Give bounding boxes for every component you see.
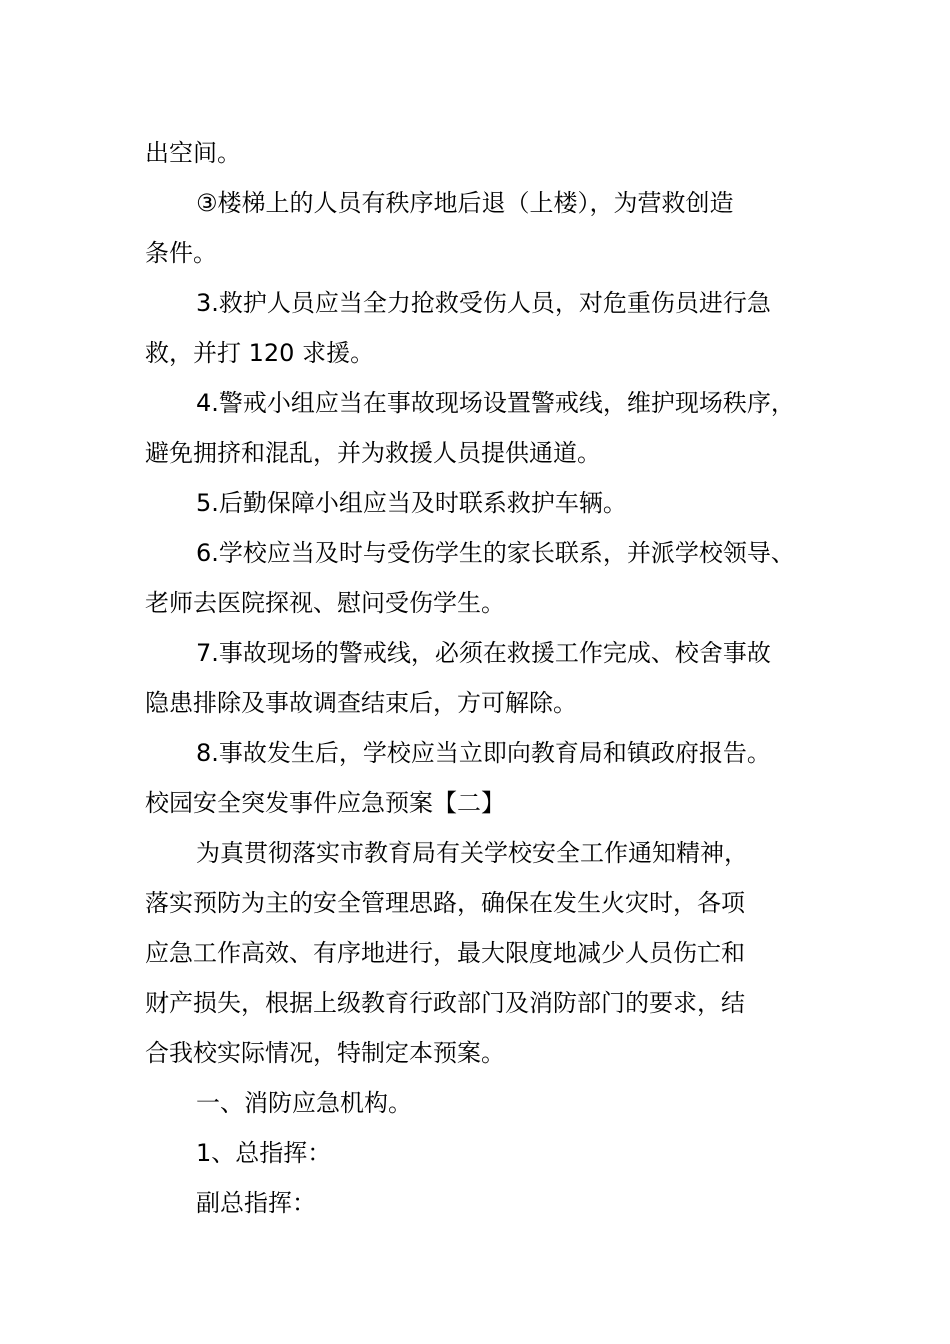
text-line: 条件。 xyxy=(145,239,217,267)
text-line: 老师去医院探视、慰问受伤学生。 xyxy=(145,589,505,617)
paragraph-line: 财产损失，根据上级教育行政部门及消防部门的要求，结 xyxy=(145,989,745,1017)
list-item-8: 8.事故发生后，学校应当立即向教育局和镇政府报告。 xyxy=(196,739,771,767)
paragraph-line: 应急工作高效、有序地进行，最大限度地减少人员伤亡和 xyxy=(145,939,745,967)
subsection-heading: 一、消防应急机构。 xyxy=(196,1089,412,1117)
list-item-5: 5.后勤保障小组应当及时联系救护车辆。 xyxy=(196,489,627,517)
paragraph-line: 落实预防为主的安全管理思路，确保在发生火灾时，各项 xyxy=(145,889,745,917)
text-line: ③楼梯上的人员有秩序地后退（上楼），为营救创造 xyxy=(196,189,734,217)
list-item-3: 3.救护人员应当全力抢救受伤人员，对危重伤员进行急 xyxy=(196,289,771,317)
text-line: 救，并打 120 求援。 xyxy=(145,339,375,367)
document-page xyxy=(145,128,835,1228)
list-item-4: 4.警戒小组应当在事故现场设置警戒线，维护现场秩序， xyxy=(196,389,795,417)
section-heading: 校园安全突发事件应急预案【二】 xyxy=(145,789,505,817)
role-field-commander: 1、总指挥： xyxy=(196,1139,332,1167)
list-item-6: 6.学校应当及时与受伤学生的家长联系，并派学校领导、 xyxy=(196,539,795,567)
role-field-deputy-commander: 副总指挥： xyxy=(196,1189,316,1217)
text-line: 出空间。 xyxy=(145,139,241,167)
paragraph-line: 合我校实际情况，特制定本预案。 xyxy=(145,1039,505,1067)
paragraph-line: 为真贯彻落实市教育局有关学校安全工作通知精神， xyxy=(196,839,748,867)
text-line: 隐患排除及事故调查结束后，方可解除。 xyxy=(145,689,577,717)
text-line: 避免拥挤和混乱，并为救援人员提供通道。 xyxy=(145,439,601,467)
list-item-7: 7.事故现场的警戒线，必须在救援工作完成、校舍事故 xyxy=(196,639,771,667)
